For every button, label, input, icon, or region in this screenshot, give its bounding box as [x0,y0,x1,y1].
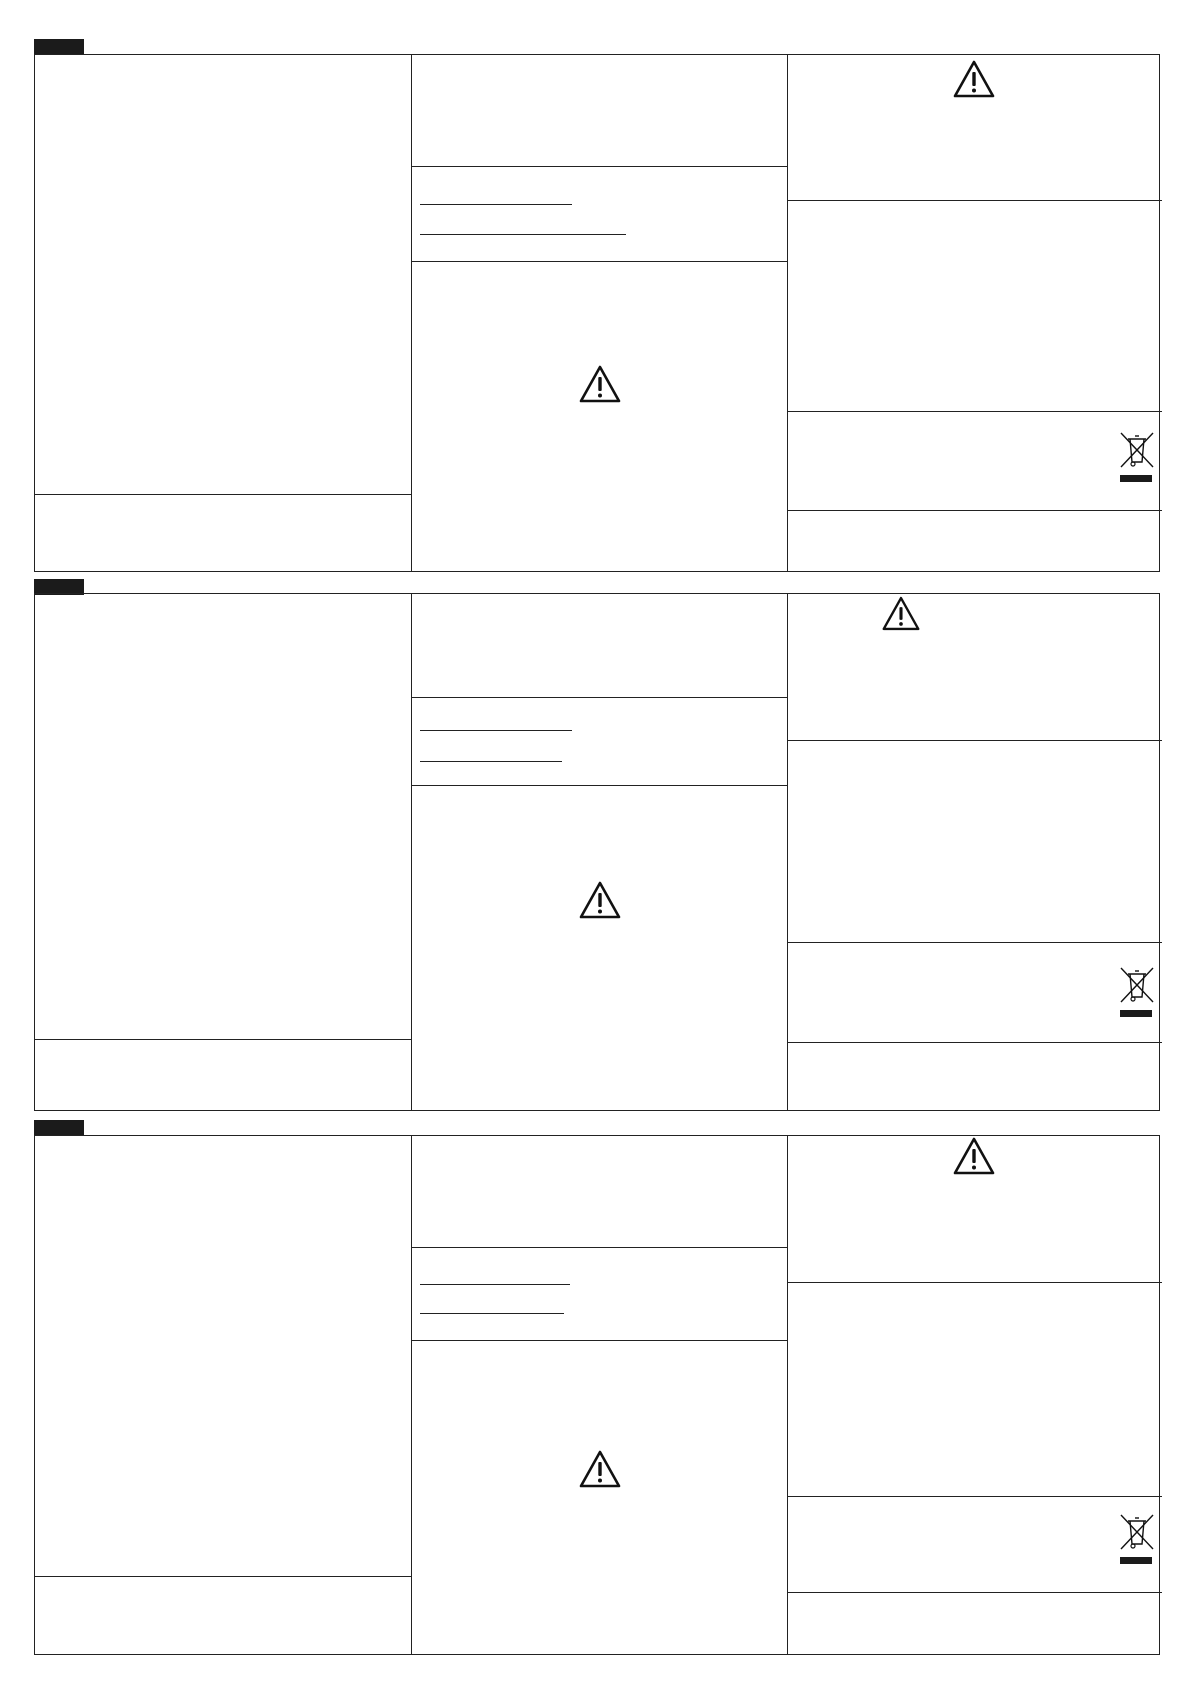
section-2 [34,579,1162,1113]
column-middle [411,1136,788,1654]
warning-triangle-icon [952,1136,996,1176]
warning-triangle-icon [578,1449,622,1489]
divider [35,494,411,495]
divider [788,1592,1162,1593]
section-3 [34,1120,1162,1656]
divider [788,942,1162,943]
divider [788,740,1162,741]
underline-field [420,1313,564,1314]
underline-field [420,730,572,731]
disposal-bar [1120,1010,1152,1017]
warning-triangle-icon [578,880,622,920]
divider [788,510,1162,511]
column-right [787,1136,1162,1654]
column-left [35,55,411,571]
crossed-out-wheelie-bin-icon [1118,966,1156,1006]
section-tab [34,1120,84,1136]
section-frame [34,54,1160,572]
divider [412,261,788,262]
divider [412,1247,788,1248]
underline-field [420,1284,570,1285]
divider [788,1282,1162,1283]
divider [35,1039,411,1040]
crossed-out-wheelie-bin-icon [1118,1513,1156,1553]
section-frame [34,1135,1160,1655]
underline-field [420,204,572,205]
divider [788,1496,1162,1497]
column-right [787,594,1162,1110]
divider [35,1576,411,1577]
disposal-bar [1120,1557,1152,1564]
column-right [787,55,1162,571]
warning-triangle-icon [952,59,996,99]
divider [412,785,788,786]
divider [788,200,1162,201]
section-frame [34,593,1160,1111]
warning-triangle-icon [578,364,622,404]
section-tab [34,39,84,55]
disposal-bar [1120,475,1152,482]
underline-field [420,234,626,235]
divider [788,411,1162,412]
column-middle [411,594,788,1110]
divider [788,1042,1162,1043]
crossed-out-wheelie-bin-icon [1118,431,1156,471]
column-left [35,594,411,1110]
underline-field [420,761,562,762]
section-1 [34,39,1162,573]
column-left [35,1136,411,1654]
divider [412,166,788,167]
divider [412,1340,788,1341]
column-middle [411,55,788,571]
warning-triangle-icon [881,595,921,632]
divider [412,697,788,698]
